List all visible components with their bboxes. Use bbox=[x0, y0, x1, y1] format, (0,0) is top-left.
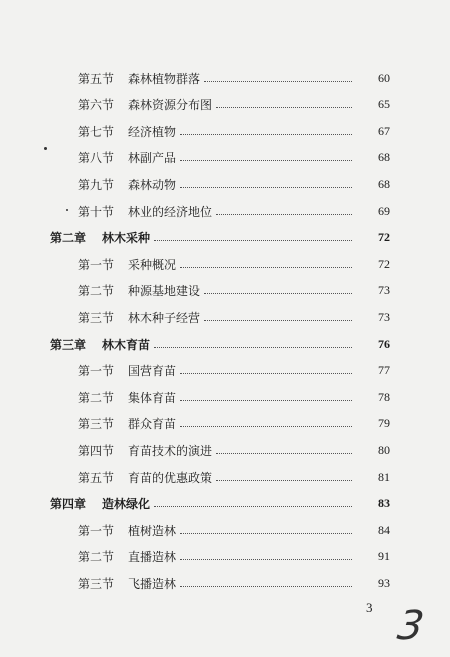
leader-dots bbox=[216, 480, 352, 481]
page-number: 3 bbox=[366, 600, 373, 615]
leader-dots bbox=[154, 240, 352, 241]
chapter-title: 林木育苗 bbox=[102, 337, 151, 352]
toc-page-number: 72 bbox=[378, 256, 390, 271]
toc-section-row bbox=[0, 94, 450, 116]
section-title: 育苗技术的演进 bbox=[128, 443, 213, 458]
toc-page-number: 77 bbox=[378, 363, 390, 378]
chapter-number: 第二章 bbox=[50, 231, 87, 246]
toc-section-row bbox=[0, 200, 450, 222]
leader-dots bbox=[204, 81, 352, 82]
section-number: 第一节 bbox=[78, 523, 115, 538]
toc-page-number: 93 bbox=[378, 575, 390, 590]
leader-dots bbox=[180, 373, 352, 374]
section-number: 第五节 bbox=[78, 470, 115, 485]
toc-page-number: 81 bbox=[378, 469, 390, 484]
leader-dots bbox=[180, 559, 352, 560]
section-title: 林业的经济地位 bbox=[128, 204, 213, 219]
section-number: 第九节 bbox=[78, 177, 115, 192]
section-title: 飞播造林 bbox=[128, 576, 177, 591]
section-title: 森林动物 bbox=[128, 177, 177, 192]
section-number: 第八节 bbox=[78, 151, 115, 166]
leader-dots bbox=[216, 107, 352, 108]
leader-dots bbox=[180, 400, 352, 401]
section-title: 直播造林 bbox=[128, 550, 177, 565]
toc-section-row bbox=[0, 572, 450, 594]
toc-page-number: 79 bbox=[378, 416, 390, 431]
toc-section-row bbox=[0, 386, 450, 408]
section-number: 第十节 bbox=[78, 204, 115, 219]
section-title: 群众育苗 bbox=[128, 417, 177, 432]
leader-dots bbox=[154, 347, 352, 348]
toc-section-row bbox=[0, 306, 450, 328]
section-number: 第三节 bbox=[78, 417, 115, 432]
leader-dots bbox=[180, 586, 352, 587]
toc-page-number: 72 bbox=[378, 230, 390, 245]
chapter-title: 林木采种 bbox=[102, 231, 151, 246]
toc-page-number: 76 bbox=[378, 336, 390, 351]
section-number: 第一节 bbox=[78, 364, 115, 379]
toc-page-number: 60 bbox=[378, 70, 390, 85]
section-number: 第四节 bbox=[78, 443, 115, 458]
section-number: 第五节 bbox=[78, 71, 115, 86]
section-title: 林木种子经营 bbox=[128, 310, 201, 325]
leader-dots bbox=[180, 426, 352, 427]
toc-section-row bbox=[0, 519, 450, 541]
leader-dots bbox=[180, 533, 352, 534]
toc-section-row bbox=[0, 360, 450, 382]
toc-page-number: 68 bbox=[378, 150, 390, 165]
toc-chapter-row bbox=[0, 227, 450, 249]
section-number: 第二节 bbox=[78, 550, 115, 565]
toc-page-number: 91 bbox=[378, 549, 390, 564]
scan-speck bbox=[44, 147, 47, 150]
scan-speck bbox=[66, 209, 68, 211]
toc-section-row bbox=[0, 253, 450, 275]
section-title: 林副产品 bbox=[128, 151, 177, 166]
toc-page-number: 80 bbox=[378, 442, 390, 457]
section-title: 采种概况 bbox=[128, 257, 177, 272]
section-number: 第三节 bbox=[78, 576, 115, 591]
section-title: 国营育苗 bbox=[128, 364, 177, 379]
toc-section-row bbox=[0, 147, 450, 169]
toc-section-row bbox=[0, 120, 450, 142]
leader-dots bbox=[204, 293, 352, 294]
section-title: 集体育苗 bbox=[128, 390, 177, 405]
chapter-number: 第三章 bbox=[50, 337, 87, 352]
chapter-title: 造林绿化 bbox=[102, 497, 151, 512]
section-title: 森林资源分布图 bbox=[128, 98, 213, 113]
toc-page-number: 65 bbox=[378, 97, 390, 112]
toc-section-row bbox=[0, 413, 450, 435]
toc-page-number: 69 bbox=[378, 203, 390, 218]
toc-chapter-row bbox=[0, 333, 450, 355]
section-title: 育苗的优惠政策 bbox=[128, 470, 213, 485]
toc-section-row bbox=[0, 439, 450, 461]
section-title: 植树造林 bbox=[128, 523, 177, 538]
section-number: 第七节 bbox=[78, 124, 115, 139]
toc-section-row bbox=[0, 466, 450, 488]
toc-page-number: 84 bbox=[378, 522, 390, 537]
section-title: 种源基地建设 bbox=[128, 284, 201, 299]
leader-dots bbox=[154, 506, 352, 507]
toc-section-row bbox=[0, 280, 450, 302]
leader-dots bbox=[180, 187, 352, 188]
toc-page-number: 73 bbox=[378, 309, 390, 324]
toc-page-number: 67 bbox=[378, 123, 390, 138]
toc-page-number: 78 bbox=[378, 389, 390, 404]
toc-page-number: 68 bbox=[378, 176, 390, 191]
toc-section-row bbox=[0, 67, 450, 89]
section-number: 第六节 bbox=[78, 98, 115, 113]
toc-page-number: 83 bbox=[378, 496, 390, 511]
toc-page-number: 73 bbox=[378, 283, 390, 298]
leader-dots bbox=[180, 267, 352, 268]
section-number: 第三节 bbox=[78, 310, 115, 325]
leader-dots bbox=[204, 320, 352, 321]
toc-section-row bbox=[0, 173, 450, 195]
leader-dots bbox=[180, 160, 352, 161]
section-number: 第二节 bbox=[78, 284, 115, 299]
section-number: 第二节 bbox=[78, 390, 115, 405]
leader-dots bbox=[216, 214, 352, 215]
toc-chapter-row bbox=[0, 493, 450, 515]
section-number: 第一节 bbox=[78, 257, 115, 272]
leader-dots bbox=[180, 134, 352, 135]
chapter-number: 第四章 bbox=[50, 497, 87, 512]
toc-section-row bbox=[0, 546, 450, 568]
section-title: 森林植物群落 bbox=[128, 71, 201, 86]
leader-dots bbox=[216, 453, 352, 454]
handwritten-page-mark: 3 bbox=[394, 603, 427, 649]
section-title: 经济植物 bbox=[128, 124, 177, 139]
